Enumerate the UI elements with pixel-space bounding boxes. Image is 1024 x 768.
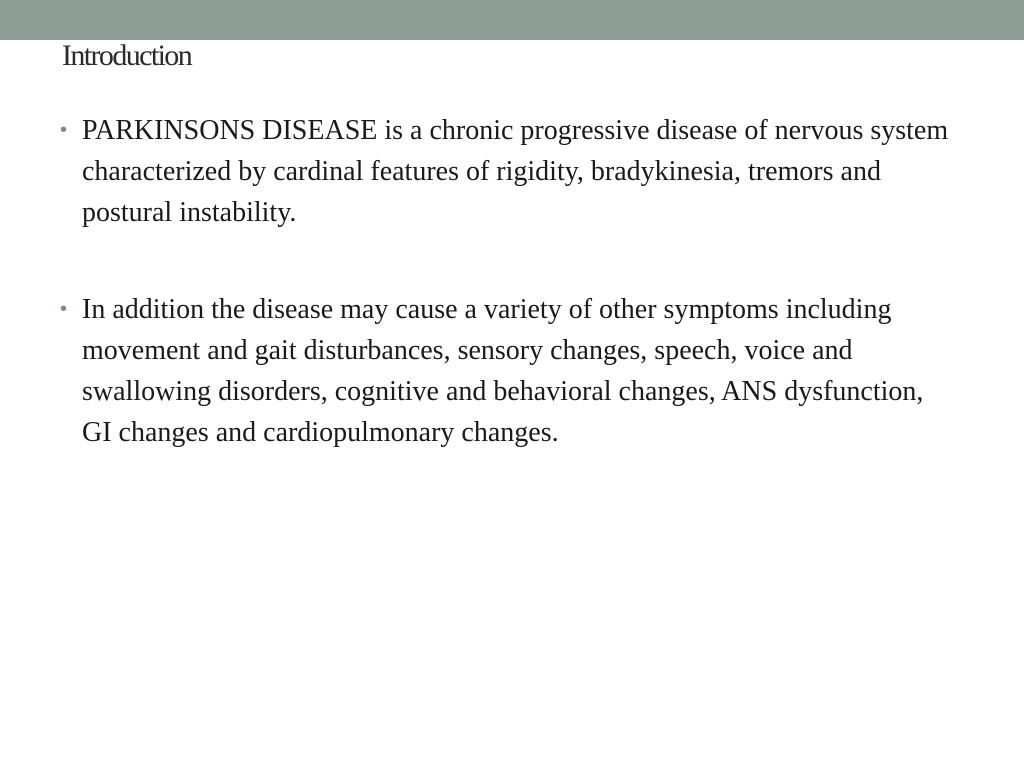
top-accent-bar [0,0,1024,40]
bullet-text: PARKINSONS DISEASE is a chronic progressive disease of nervous system characterized by cardinal features of rigidity, bradykinesia, tremors and postural instability. [82,115,949,228]
bullet-list [58,110,958,453]
bullet-dot-icon: • [60,298,68,320]
bullet-item [58,289,958,453]
bullet-item [58,110,958,233]
slide-title: Introduction [62,39,192,72]
bullet-dot-icon: • [60,119,68,141]
bullet-text: In addition the disease may cause a variety of other symptoms including movement and gait disturbances, sensory changes, speech, voice and swallowing disorders, cognitive and behavioral changes, ANS dysfunction, GI changes and cardiopulmonary changes. [82,294,924,448]
